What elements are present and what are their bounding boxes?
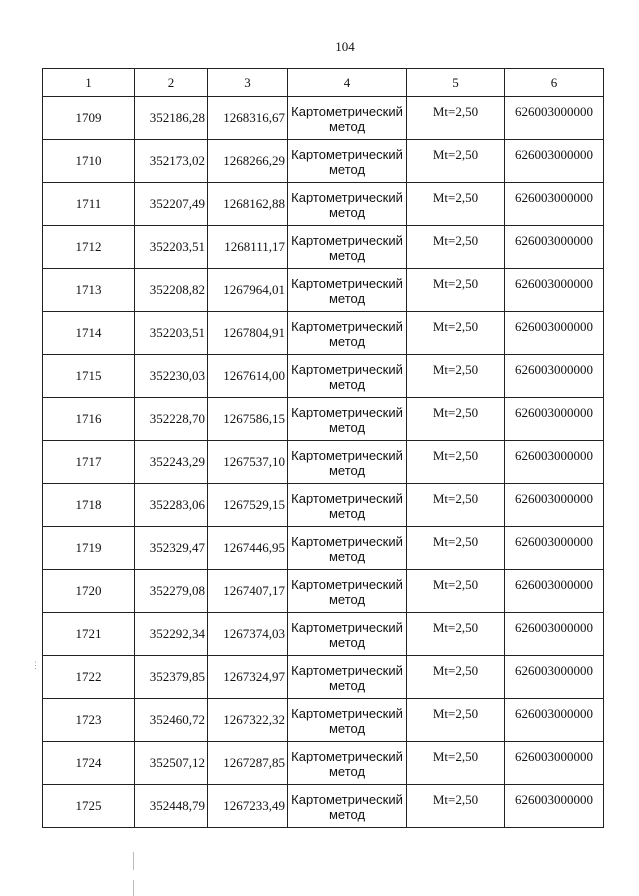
scan-artifact-line-top	[133, 852, 134, 870]
table-row	[43, 699, 604, 742]
accuracy-cell: Mt=2,50	[407, 785, 505, 828]
code-cell: 626003000000	[505, 441, 604, 484]
accuracy-cell: Mt=2,50	[407, 355, 505, 398]
x-coordinate-cell: 352460,72	[135, 699, 208, 742]
x-coordinate-cell: 352379,85	[135, 656, 208, 699]
x-coordinate-cell: 352230,03	[135, 355, 208, 398]
code-cell: 626003000000	[505, 656, 604, 699]
y-coordinate-cell: 1268162,88	[208, 183, 288, 226]
accuracy-cell: Mt=2,50	[407, 613, 505, 656]
header-col-4: 4	[288, 69, 407, 97]
y-coordinate-cell: 1267322,32	[208, 699, 288, 742]
method-cell: Картометрический метод	[288, 656, 407, 699]
accuracy-cell: Mt=2,50	[407, 97, 505, 140]
table-row	[43, 441, 604, 484]
code-cell: 626003000000	[505, 183, 604, 226]
code-cell: 626003000000	[505, 398, 604, 441]
table-row	[43, 269, 604, 312]
accuracy-cell: Mt=2,50	[407, 656, 505, 699]
coordinates-table	[42, 68, 604, 828]
header-col-6: 6	[505, 69, 604, 97]
y-coordinate-cell: 1267537,10	[208, 441, 288, 484]
x-coordinate-cell: 352203,51	[135, 226, 208, 269]
method-cell: Картометрический метод	[288, 742, 407, 785]
y-coordinate-cell: 1267529,15	[208, 484, 288, 527]
x-coordinate-cell: 352279,08	[135, 570, 208, 613]
table-row	[43, 570, 604, 613]
x-coordinate-cell: 352329,47	[135, 527, 208, 570]
x-coordinate-cell: 352243,29	[135, 441, 208, 484]
point-number-cell: 1713	[43, 269, 135, 312]
x-coordinate-cell: 352208,82	[135, 269, 208, 312]
code-cell: 626003000000	[505, 484, 604, 527]
y-coordinate-cell: 1268316,67	[208, 97, 288, 140]
table-row	[43, 484, 604, 527]
accuracy-cell: Mt=2,50	[407, 398, 505, 441]
point-number-cell: 1709	[43, 97, 135, 140]
accuracy-cell: Mt=2,50	[407, 226, 505, 269]
x-coordinate-cell: 352207,49	[135, 183, 208, 226]
y-coordinate-cell: 1267804,91	[208, 312, 288, 355]
header-col-3: 3	[208, 69, 288, 97]
table-row	[43, 312, 604, 355]
point-number-cell: 1722	[43, 656, 135, 699]
y-coordinate-cell: 1267287,85	[208, 742, 288, 785]
method-cell: Картометрический метод	[288, 97, 407, 140]
method-cell: Картометрический метод	[288, 398, 407, 441]
y-coordinate-cell: 1268266,29	[208, 140, 288, 183]
x-coordinate-cell: 352203,51	[135, 312, 208, 355]
accuracy-cell: Mt=2,50	[407, 699, 505, 742]
code-cell: 626003000000	[505, 97, 604, 140]
table-row	[43, 140, 604, 183]
method-cell: Картометрический метод	[288, 312, 407, 355]
method-cell: Картометрический метод	[288, 613, 407, 656]
table-row	[43, 785, 604, 828]
table-row	[43, 742, 604, 785]
point-number-cell: 1712	[43, 226, 135, 269]
scan-margin-mark: ⋮	[31, 660, 40, 670]
x-coordinate-cell: 352292,34	[135, 613, 208, 656]
header-col-1: 1	[43, 69, 135, 97]
table-row	[43, 398, 604, 441]
point-number-cell: 1718	[43, 484, 135, 527]
method-cell: Картометрический метод	[288, 140, 407, 183]
y-coordinate-cell: 1268111,17	[208, 226, 288, 269]
point-number-cell: 1714	[43, 312, 135, 355]
y-coordinate-cell: 1267233,49	[208, 785, 288, 828]
page-number: 104	[335, 39, 355, 54]
code-cell: 626003000000	[505, 140, 604, 183]
table-row	[43, 183, 604, 226]
method-cell: Картометрический метод	[288, 785, 407, 828]
point-number-cell: 1711	[43, 183, 135, 226]
y-coordinate-cell: 1267586,15	[208, 398, 288, 441]
code-cell: 626003000000	[505, 785, 604, 828]
accuracy-cell: Mt=2,50	[407, 570, 505, 613]
method-cell: Картометрический метод	[288, 570, 407, 613]
code-cell: 626003000000	[505, 699, 604, 742]
point-number-cell: 1715	[43, 355, 135, 398]
table-header-row	[43, 69, 604, 97]
method-cell: Картометрический метод	[288, 441, 407, 484]
y-coordinate-cell: 1267964,01	[208, 269, 288, 312]
point-number-cell: 1721	[43, 613, 135, 656]
code-cell: 626003000000	[505, 355, 604, 398]
accuracy-cell: Mt=2,50	[407, 527, 505, 570]
y-coordinate-cell: 1267407,17	[208, 570, 288, 613]
y-coordinate-cell: 1267446,95	[208, 527, 288, 570]
table-row	[43, 656, 604, 699]
method-cell: Картометрический метод	[288, 484, 407, 527]
method-cell: Картометрический метод	[288, 269, 407, 312]
point-number-cell: 1724	[43, 742, 135, 785]
point-number-cell: 1717	[43, 441, 135, 484]
table-row	[43, 527, 604, 570]
point-number-cell: 1710	[43, 140, 135, 183]
method-cell: Картометрический метод	[288, 183, 407, 226]
point-number-cell: 1720	[43, 570, 135, 613]
table-row	[43, 613, 604, 656]
accuracy-cell: Mt=2,50	[407, 312, 505, 355]
table-row	[43, 97, 604, 140]
method-cell: Картометрический метод	[288, 355, 407, 398]
method-cell: Картометрический метод	[288, 226, 407, 269]
code-cell: 626003000000	[505, 269, 604, 312]
x-coordinate-cell: 352448,79	[135, 785, 208, 828]
point-number-cell: 1725	[43, 785, 135, 828]
accuracy-cell: Mt=2,50	[407, 742, 505, 785]
header-col-2: 2	[135, 69, 208, 97]
accuracy-cell: Mt=2,50	[407, 183, 505, 226]
accuracy-cell: Mt=2,50	[407, 140, 505, 183]
code-cell: 626003000000	[505, 742, 604, 785]
method-cell: Картометрический метод	[288, 527, 407, 570]
code-cell: 626003000000	[505, 570, 604, 613]
scan-artifact-line-bottom	[133, 880, 134, 896]
code-cell: 626003000000	[505, 527, 604, 570]
point-number-cell: 1723	[43, 699, 135, 742]
code-cell: 626003000000	[505, 613, 604, 656]
accuracy-cell: Mt=2,50	[407, 484, 505, 527]
accuracy-cell: Mt=2,50	[407, 441, 505, 484]
table-row	[43, 226, 604, 269]
y-coordinate-cell: 1267324,97	[208, 656, 288, 699]
accuracy-cell: Mt=2,50	[407, 269, 505, 312]
y-coordinate-cell: 1267374,03	[208, 613, 288, 656]
x-coordinate-cell: 352186,28	[135, 97, 208, 140]
code-cell: 626003000000	[505, 226, 604, 269]
header-col-5: 5	[407, 69, 505, 97]
method-cell: Картометрический метод	[288, 699, 407, 742]
table-row	[43, 355, 604, 398]
point-number-cell: 1719	[43, 527, 135, 570]
code-cell: 626003000000	[505, 312, 604, 355]
y-coordinate-cell: 1267614,00	[208, 355, 288, 398]
x-coordinate-cell: 352507,12	[135, 742, 208, 785]
point-number-cell: 1716	[43, 398, 135, 441]
x-coordinate-cell: 352173,02	[135, 140, 208, 183]
x-coordinate-cell: 352228,70	[135, 398, 208, 441]
x-coordinate-cell: 352283,06	[135, 484, 208, 527]
